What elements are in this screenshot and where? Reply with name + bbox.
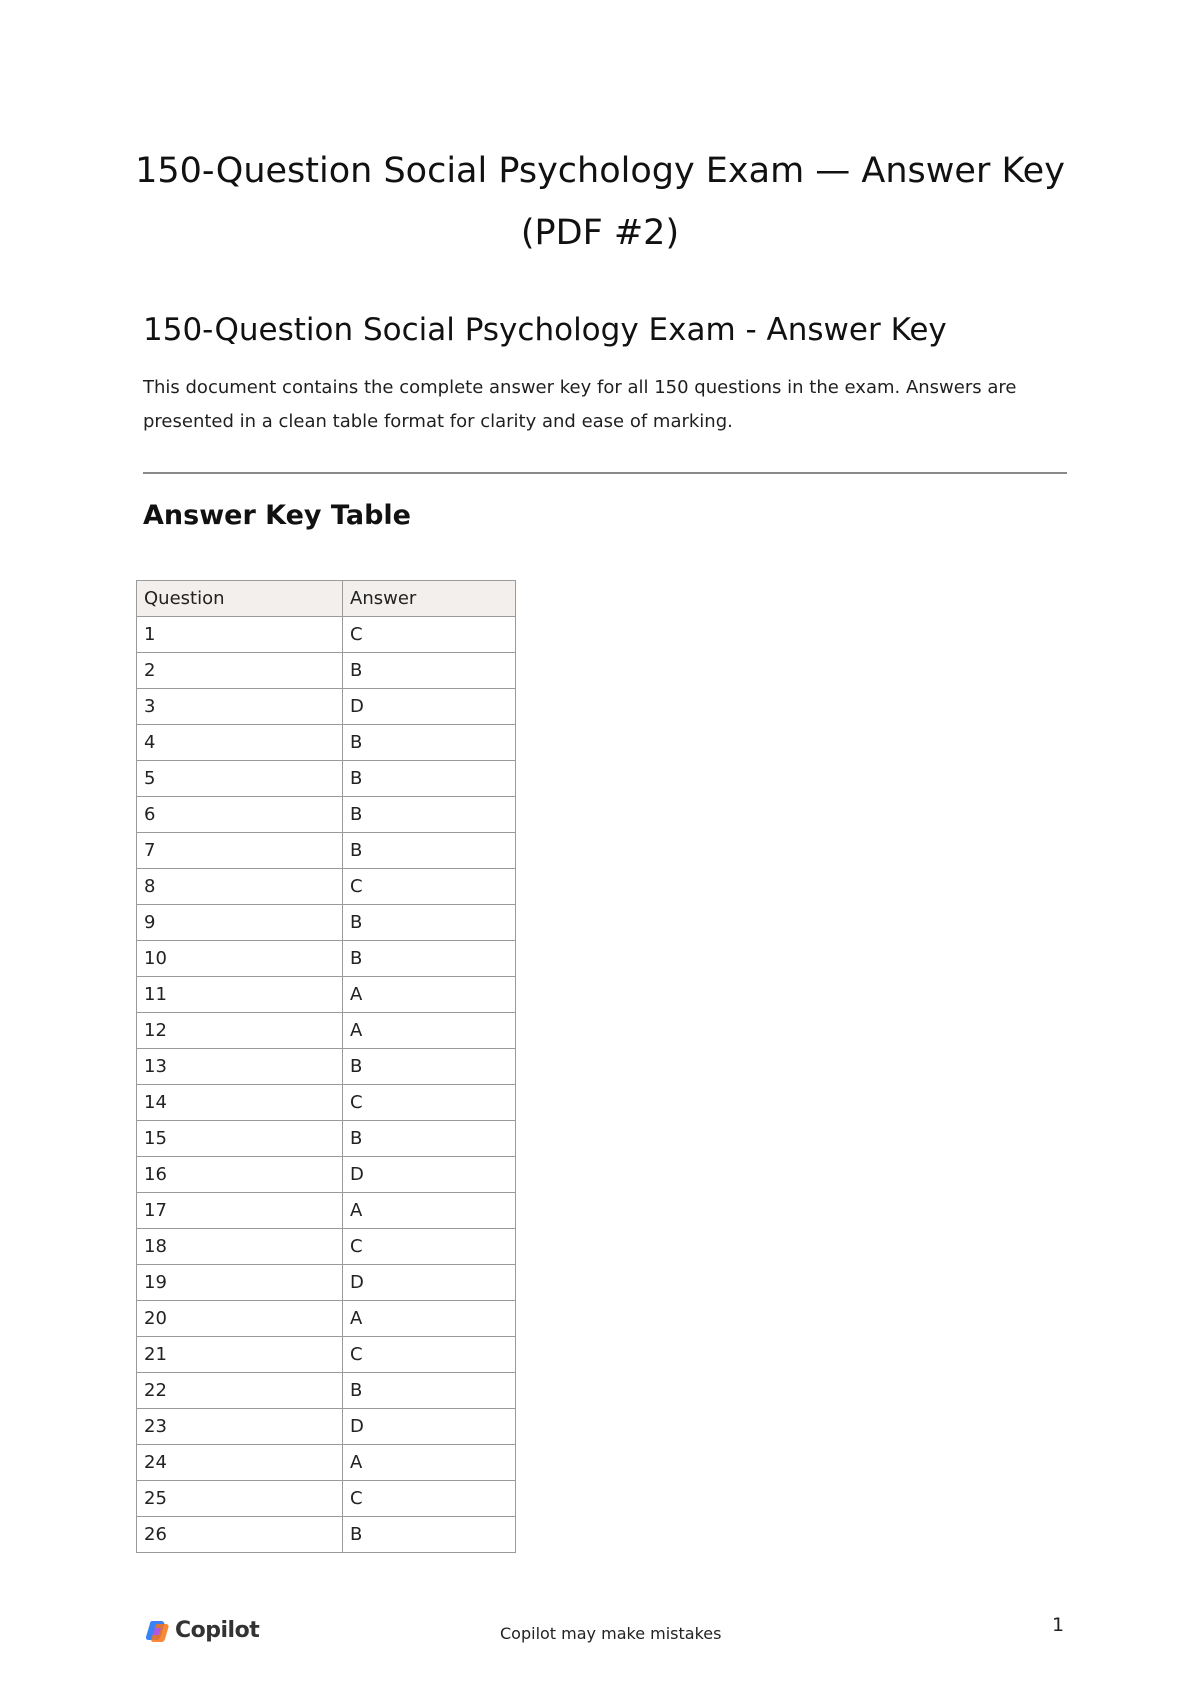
section-heading: Answer Key Table [143,500,411,531]
answer-rows [137,617,516,1553]
table-row [137,905,516,941]
answer-cell: A [343,1301,516,1337]
question-number-cell: 11 [137,977,343,1013]
table-row [137,1301,516,1337]
question-number-cell: 14 [137,1085,343,1121]
answer-cell: A [343,1445,516,1481]
table-row [137,761,516,797]
question-number-cell: 5 [137,761,343,797]
question-number-cell: 13 [137,1049,343,1085]
question-number-cell: 7 [137,833,343,869]
answer-cell: B [343,1517,516,1553]
question-number-cell: 16 [137,1157,343,1193]
table-row [137,1121,516,1157]
question-number-cell: 19 [137,1265,343,1301]
question-number-cell: 25 [137,1481,343,1517]
answer-cell: D [343,1157,516,1193]
question-number-cell: 24 [137,1445,343,1481]
table-row [137,1337,516,1373]
table-row [137,1409,516,1445]
table-row [137,1481,516,1517]
table-row [137,1445,516,1481]
horizontal-divider [143,472,1067,474]
answer-cell: C [343,1337,516,1373]
question-number-cell: 17 [137,1193,343,1229]
table-row [137,797,516,833]
table-row [137,1013,516,1049]
page-title: 150-Question Social Psychology Exam — Answer Key (PDF #2) [135,151,1065,253]
column-header-question: Question [137,581,343,617]
table-row [137,1517,516,1553]
answer-cell: B [343,725,516,761]
answer-cell: C [343,1085,516,1121]
question-number-cell: 8 [137,869,343,905]
table-row [137,689,516,725]
page-number: 1 [1052,1614,1065,1636]
table-row [137,1193,516,1229]
answer-cell: B [343,1121,516,1157]
answer-cell: C [343,617,516,653]
answer-cell: C [343,869,516,905]
question-number-cell: 4 [137,725,343,761]
table-row [137,1373,516,1409]
question-number-cell: 1 [137,617,343,653]
table-row [137,1085,516,1121]
answer-cell: C [343,1229,516,1265]
table-row [137,1229,516,1265]
question-number-cell: 22 [137,1373,343,1409]
table-row [137,653,516,689]
answer-cell: B [343,833,516,869]
answer-cell: A [343,1193,516,1229]
question-number-cell: 2 [137,653,343,689]
question-number-cell: 12 [137,1013,343,1049]
question-number-cell: 20 [137,1301,343,1337]
answer-cell: A [343,977,516,1013]
table-row [137,617,516,653]
answer-cell: B [343,941,516,977]
question-number-cell: 18 [137,1229,343,1265]
table-row [137,977,516,1013]
answer-cell: B [343,761,516,797]
answer-cell: C [343,1481,516,1517]
table-header-row [137,581,516,617]
intro-paragraph: This document contains the complete answer key for all 150 questions in the exam. Answers are presented in a clean table format for clarity and ease of marking. [143,377,1017,432]
answer-cell: D [343,689,516,725]
question-number-cell: 3 [137,689,343,725]
answer-cell: B [343,1049,516,1085]
table-row [137,1157,516,1193]
question-number-cell: 23 [137,1409,343,1445]
table-row [137,869,516,905]
copilot-logo-text: Copilot [175,1618,260,1643]
answer-key-table [136,580,516,1553]
column-header-answer: Answer [343,581,516,617]
answer-cell: D [343,1409,516,1445]
answer-cell: D [343,1265,516,1301]
table-row [137,941,516,977]
answer-cell: B [343,905,516,941]
question-number-cell: 15 [137,1121,343,1157]
table-row [137,1265,516,1301]
question-number-cell: 26 [137,1517,343,1553]
question-number-cell: 9 [137,905,343,941]
table-row [137,833,516,869]
answer-cell: B [343,1373,516,1409]
answer-cell: B [343,653,516,689]
answer-cell: B [343,797,516,833]
table-row [137,725,516,761]
document-heading: 150-Question Social Psychology Exam - Answer Key [143,312,947,348]
answer-cell: A [343,1013,516,1049]
question-number-cell: 21 [137,1337,343,1373]
copilot-logo [145,1618,259,1643]
question-number-cell: 10 [137,941,343,977]
copilot-logo-icon [145,1619,171,1643]
table-row [137,1049,516,1085]
question-number-cell: 6 [137,797,343,833]
footer-disclaimer: Copilot may make mistakes [500,1624,722,1643]
